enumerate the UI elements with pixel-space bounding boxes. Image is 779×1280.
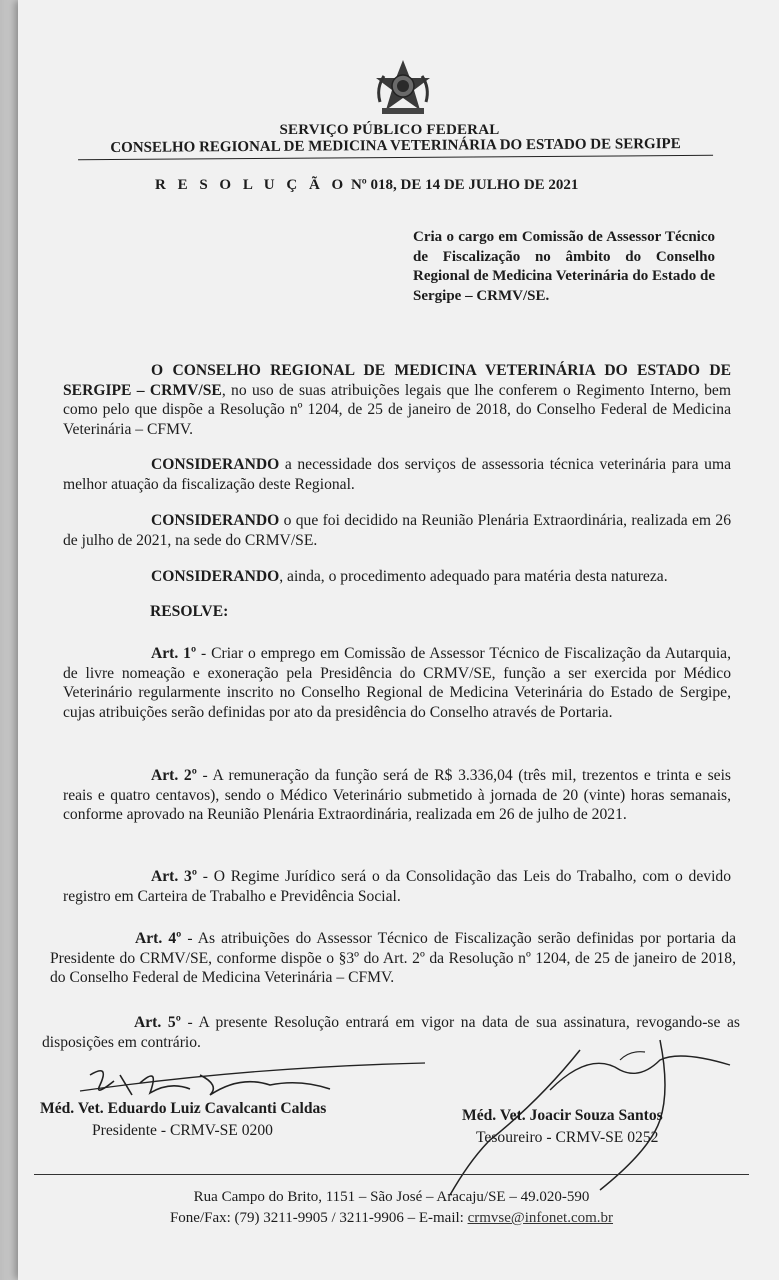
considerando-text: , ainda, o procedimento adequado para matéria desta natureza. [279, 568, 668, 585]
considerando-2 [63, 511, 731, 550]
article-text: - A presente Resolução entrará em vigor na data de sua assinatura, revogando-se as disposições em contrário. [42, 1014, 740, 1051]
resolve-label: RESOLVE: [150, 603, 229, 620]
president-signature [70, 1045, 430, 1105]
ementa: Cria o cargo em Comissão de Assessor Técnico de Fiscalização no âmbito do Conselho Regional de Medicina Veterinária do Estado de Sergipe – CRMV/SE. [413, 229, 715, 304]
preamble-text: , no uso de suas atribuições legais que lhe conferem o Regimento Interno, bem como pelo que dispõe a Resolução nº 1204, de 25 de janeiro de 2018, do Conselho Federal de Medicina Veterinária – CFMV. [63, 381, 731, 438]
article-text: - As atribuições do Assessor Técnico de Fiscalização serão definidas por portaria da Presidente do CRMV/SE, conforme dispõe o §3º do Art. 2º da Resolução nº 1204, de 25 de janeiro de 2018, do Conselho Federal de Medicina Veterinária – CFMV. [50, 930, 736, 986]
article-1 [63, 644, 731, 722]
article-label: Art. 4º [135, 930, 182, 947]
article-label: Art. 3º [151, 868, 197, 885]
considerando-text: o que foi decidido na Reunião Plenária Extraordinária, realizada em 26 de julho de 2021, na sede do CRMV/SE. [63, 512, 731, 549]
article-label: Art. 2º [151, 767, 197, 784]
signatory-president [40, 1098, 326, 1142]
resolution-title [155, 177, 578, 194]
article-2 [63, 766, 731, 825]
header-council-name: CONSELHO REGIONAL DE MEDICINA VETERINÁRIA DO ESTADO DE SERGIPE [78, 136, 713, 160]
article-text: - A remuneração da função será de R$ 3.336,04 (três mil, trezentos e trinta e seis reais e quatro centavos), sendo o Médico Veterinário submetido à jornada de 20 (vinte) horas semanais, conforme aprovado na Reunião Plenária Extraordinária, realizada em 26 de julho de 2021. [63, 767, 732, 823]
footer-contact [34, 1210, 749, 1227]
preamble-bold: O CONSELHO REGIONAL DE MEDICINA VETERINÁRIA DO ESTADO DE SERGIPE – CRMV/SE [63, 362, 731, 399]
signatory-name: Méd. Vet. Joacir Souza Santos [462, 1107, 663, 1124]
considerando-label: CONSIDERANDO [151, 512, 280, 529]
resolution-number: Nº 018, DE 14 DE JULHO DE 2021 [350, 177, 579, 193]
considerando-1 [63, 455, 731, 494]
preamble-paragraph [63, 361, 731, 439]
article-3 [63, 867, 731, 906]
signatory-role: Tesoureiro - CRMV-SE 0252 [476, 1129, 659, 1146]
signatory-name: Méd. Vet. Eduardo Luiz Cavalcanti Caldas [40, 1100, 327, 1117]
brazil-coat-of-arms-icon [372, 58, 434, 120]
header-federal-service: SERVIÇO PÚBLICO FEDERAL [279, 122, 500, 138]
footer-divider [34, 1174, 749, 1175]
article-4 [50, 929, 736, 988]
considerando-label: CONSIDERANDO [151, 568, 280, 585]
resolution-label: R E S O L U Ç Ã O [155, 177, 348, 193]
considerando-text: a necessidade dos serviços de assessoria técnica veterinária para uma melhor atuação da fiscalização deste Regional. [63, 456, 731, 493]
footer-phone: Fone/Fax: (79) 3211-9905 / 3211-9906 – E-mail: [169, 1210, 468, 1226]
article-label: Art. 5º [134, 1014, 181, 1031]
considerando-3 [63, 567, 731, 587]
signatory-treasurer [462, 1105, 663, 1149]
footer-address: Rua Campo do Brito, 1151 – São José – Aracaju/SE – 49.020-590 [193, 1189, 590, 1205]
article-label: Art. 1º [151, 645, 197, 662]
article-text: - Criar o emprego em Comissão de Assessor Técnico de Fiscalização da Autarquia, de livre nomeação e exoneração pela Presidência do CRMV/SE, função a ser exercida por Médico Veterinário regularmente inscrito no Conselho Regional de Medicina Veterinária do Estado de Sergipe, cujas atribuições serão definidas por ato da presidência do Conselho através de Portaria. [63, 645, 731, 721]
article-text: - O Regime Jurídico será o da Consolidação das Leis do Trabalho, com o devido registro em Carteira de Trabalho e Previdência Social. [63, 868, 731, 905]
signatory-role: Presidente - CRMV-SE 0200 [92, 1122, 273, 1139]
footer-email-link[interactable]: crmvse@infonet.com.br [467, 1210, 614, 1226]
page-edge-shadow [0, 0, 18, 1280]
considerando-label: CONSIDERANDO [151, 456, 280, 473]
